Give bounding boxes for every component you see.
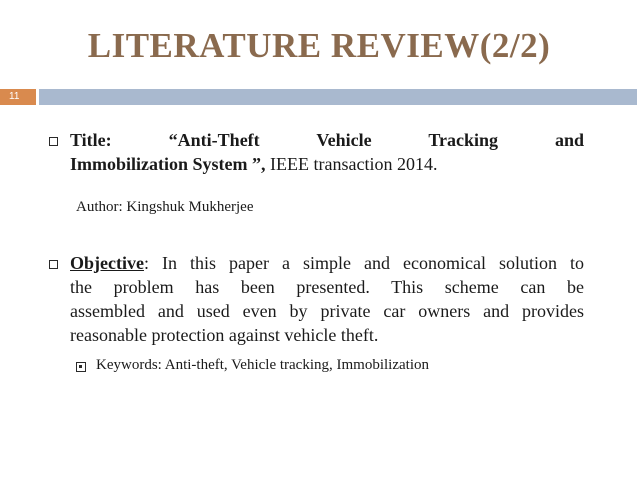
sub-bullet-icon bbox=[76, 362, 86, 372]
keywords: Keywords: Anti-theft, Vehicle tracking, Immobilization bbox=[96, 357, 429, 373]
paper-title-line-1 bbox=[70, 129, 584, 151]
slide-number: 11 bbox=[0, 89, 36, 105]
square-bullet-icon bbox=[49, 260, 58, 269]
paper-title-part-2: Immobilization System ”, bbox=[70, 154, 266, 174]
objective-label: Objective bbox=[70, 253, 144, 273]
square-bullet-icon bbox=[49, 137, 58, 146]
objective-line-1 bbox=[70, 252, 584, 274]
objective-line-4: reasonable protection against vehicle theft. bbox=[70, 325, 379, 345]
objective-line-2: the problem has been presented. This scheme can be bbox=[70, 277, 584, 297]
objective-text-1: : In this paper a simple and economical solution to bbox=[143, 253, 584, 273]
header-bar bbox=[39, 89, 637, 105]
slide-title: LITERATURE REVIEW(2/2) bbox=[87, 26, 551, 65]
paper-title-part-1: “Anti-Theft Vehicle Tracking and bbox=[168, 130, 584, 150]
objective-line-3: assembled and used even by private car owners and provides bbox=[70, 301, 584, 321]
paper-title-line-2 bbox=[70, 153, 584, 175]
publication: IEEE transaction 2014. bbox=[270, 154, 438, 174]
title-label: Title: bbox=[70, 130, 112, 150]
author: Author: Kingshuk Mukherjee bbox=[76, 199, 254, 215]
